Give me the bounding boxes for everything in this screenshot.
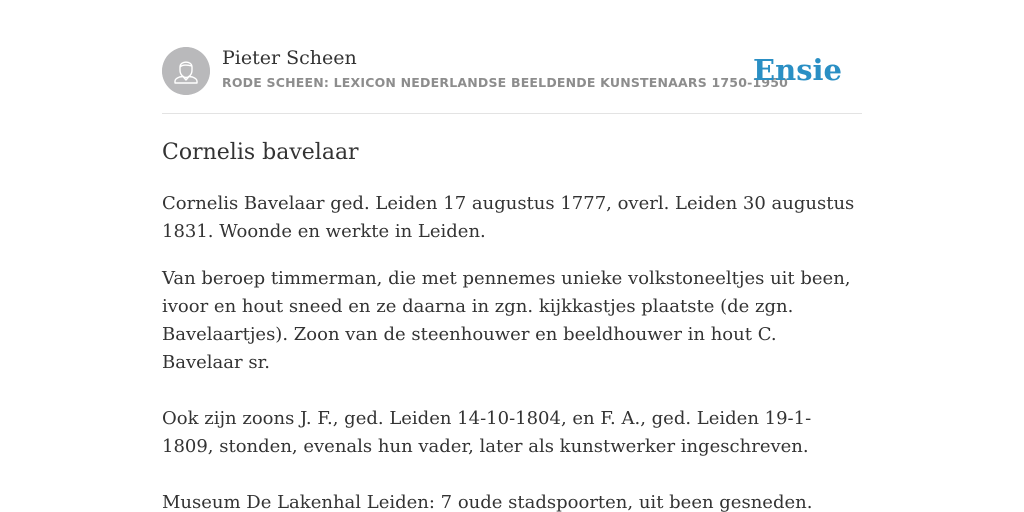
user-placeholder-icon bbox=[162, 47, 210, 95]
header-divider bbox=[162, 113, 862, 114]
article-body bbox=[162, 190, 862, 512]
paragraph: Cornelis Bavelaar ged. Leiden 17 augustus 1777, overl. Leiden 30 augustus 1831. Woonde en werkte in Leiden. bbox=[162, 193, 855, 242]
brand-logo[interactable]: Ensie bbox=[753, 53, 842, 87]
paragraph: Museum De Lakenhal Leiden: 7 oude stadspoorten, uit been gesneden. bbox=[162, 492, 813, 512]
source-label[interactable]: RODE SCHEEN: LEXICON NEDERLANDSE BEELDENDE KUNSTENAARS 1750-1950 bbox=[222, 75, 789, 90]
article-title: Cornelis bavelaar bbox=[162, 140, 359, 165]
paragraph: Ook zijn zoons J. F., ged. Leiden 14-10-1804, en F. A., ged. Leiden 19-1-1809, stonden, evenals hun vader, later als kunstwerker ingeschreven. bbox=[162, 408, 812, 457]
paragraph: Van beroep timmerman, die met pennemes unieke volkstoneeltjes uit been, ivoor en hout sneed en ze daarna in zgn. kijkkastjes plaatste (de zgn. Bavelaartjes). Zoon van de steenhouwer en beeldhouwer in hout C. Bavelaar sr. bbox=[162, 268, 851, 373]
author-avatar[interactable] bbox=[162, 47, 210, 95]
author-name[interactable]: Pieter Scheen bbox=[222, 47, 357, 69]
article-header bbox=[162, 46, 862, 96]
